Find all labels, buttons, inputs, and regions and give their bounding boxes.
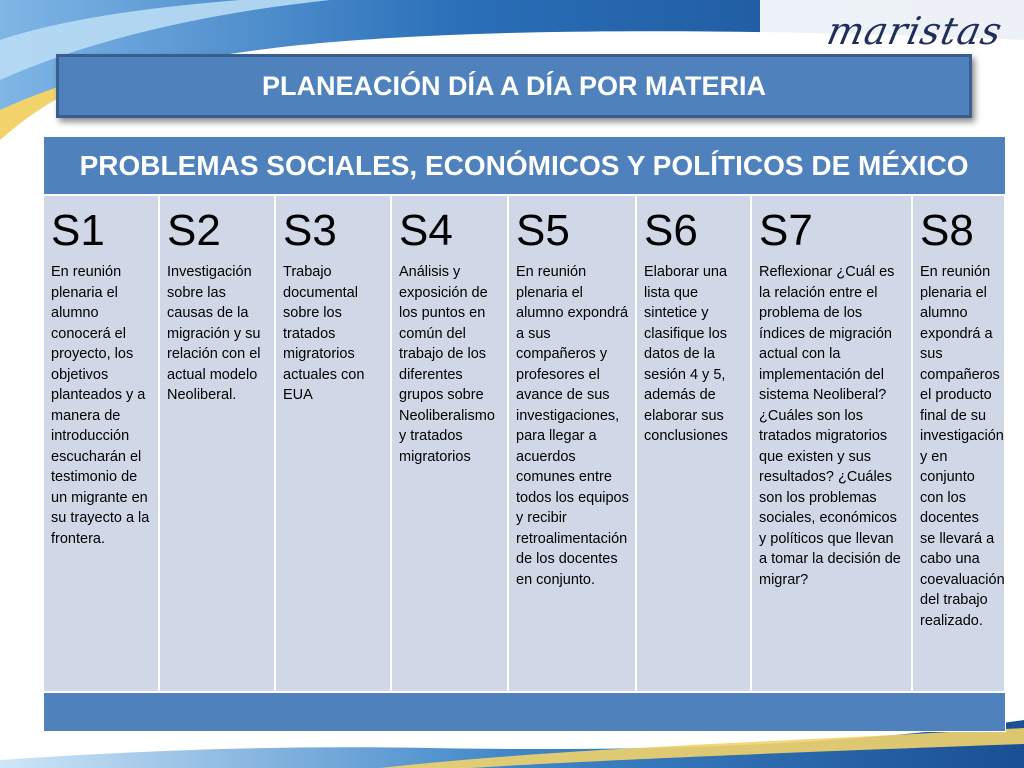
session-code: S4 (399, 206, 453, 255)
table-footer (43, 692, 1005, 732)
sessions-row (43, 195, 1005, 692)
table-header: PROBLEMAS SOCIALES, ECONÓMICOS Y POLÍTICOS DE MÉXICO (43, 137, 1005, 196)
session-cell-s6 (636, 195, 751, 692)
session-cell-s7 (751, 195, 912, 692)
session-code: S1 (51, 206, 105, 255)
maristas-logo: maristas (823, 9, 1007, 53)
session-cell-s5 (508, 195, 636, 692)
session-text: En reunión plenaria el alumno expondrá a sus compañeros el producto final de su investigación y en conjunto con los docentes se llevará a cabo una coevaluación del trabajo realizado. (920, 264, 1005, 629)
session-text: Trabajo documental sobre los tratados migratorios actuales con EUA (283, 264, 365, 403)
session-code: S8 (920, 206, 974, 255)
session-text: Investigación sobre las causas de la migración y su relación con el actual modelo Neoliberal. (167, 264, 261, 403)
session-cell-s4 (391, 195, 508, 692)
session-text: Análisis y exposición de los puntos en común del trabajo de los diferentes grupos sobre Neoliberalismo y tratados migratorios (399, 264, 495, 465)
session-text: En reunión plenaria el alumno expondrá a sus compañeros y profesores el avance de sus investigaciones, para llegar a acuerdos comunes entre todos los equipos y recibir retroalimentación de los docentes en conjunto. (516, 264, 629, 588)
session-code: S2 (167, 206, 221, 255)
session-code: S5 (516, 206, 570, 255)
session-cell-s8 (912, 195, 1005, 692)
session-code: S6 (644, 206, 698, 255)
page-title: PLANEACIÓN DÍA A DÍA POR MATERIA (56, 54, 972, 118)
session-text: En reunión plenaria el alumno conocerá el proyecto, los objetivos planteados y a manera de introducción escucharán el testimonio de un migrante en su trayecto a la frontera. (51, 264, 150, 547)
session-code: S7 (759, 206, 813, 255)
session-text: Reflexionar ¿Cuál es la relación entre el problema de los índices de migración actual con la implementación del sistema Neoliberal? ¿Cuáles son los tratados migratorios que existen y sus resultados? ¿Cuáles son los problemas sociales, económicos y políticos que llevan a tomar la decisión de migrar? (759, 264, 901, 588)
planning-table (42, 136, 1006, 732)
session-text: Elaborar una lista que sintetice y clasifique los datos de la sesión 4 y 5, además de elaborar sus conclusiones (644, 264, 728, 444)
session-cell-s3 (275, 195, 391, 692)
session-code: S3 (283, 206, 337, 255)
session-cell-s2 (159, 195, 275, 692)
session-cell-s1 (43, 195, 159, 692)
